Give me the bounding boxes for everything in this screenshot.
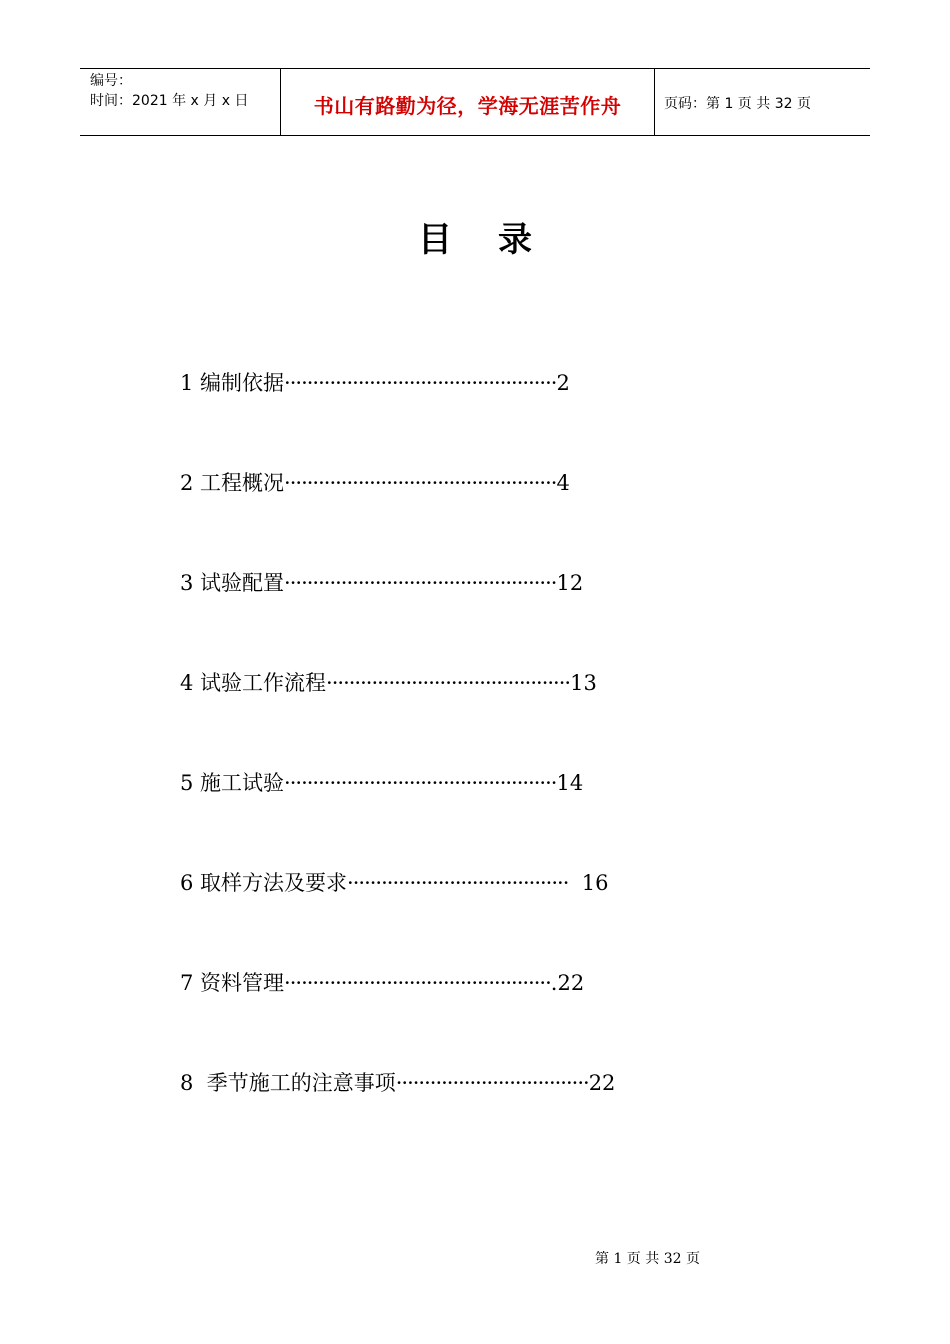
toc-entry-page: 22	[588, 1071, 616, 1095]
toc-leader-dots: ··································	[395, 1071, 589, 1095]
toc-leader-dots: ················································	[284, 371, 557, 395]
toc-entry-label: 1 编制依据	[180, 371, 285, 395]
toc-entry[interactable]	[180, 1068, 720, 1168]
toc-title: 目录	[418, 220, 578, 260]
toc-entry-page: 16	[568, 871, 609, 895]
toc-entry-label: 3 试验配置	[180, 571, 285, 595]
toc-entry-page: 4	[556, 471, 570, 495]
header-page-cell	[655, 69, 870, 135]
toc-entry-label: 8 季节施工的注意事项	[180, 1071, 396, 1095]
toc-entry[interactable]	[180, 568, 720, 668]
toc-entry-page: 14	[556, 771, 584, 795]
toc-leader-dots: ·······································	[347, 871, 569, 895]
document-header	[80, 68, 870, 136]
toc-entry-page: 12	[556, 571, 584, 595]
page-footer: 第 1 页 共 32 页	[595, 1251, 700, 1267]
toc-entry-label: 7 资料管理	[180, 971, 285, 995]
toc-entry-page: .22	[550, 971, 585, 995]
toc-leader-dots: ················································	[284, 471, 557, 495]
toc-entry[interactable]	[180, 868, 720, 968]
toc-entry[interactable]	[180, 368, 720, 468]
toc-leader-dots: ···········································	[326, 671, 571, 695]
header-page-info: 页码：第 1 页 共 32 页	[664, 96, 811, 112]
toc-leader-dots: ················································	[284, 771, 557, 795]
toc-entry-page: 2	[556, 371, 570, 395]
toc-entry[interactable]	[180, 968, 720, 1068]
toc-entry[interactable]	[180, 668, 720, 768]
document-time-label: 时间：2021 年 x 月 x 日	[90, 93, 249, 109]
header-motto-cell	[281, 69, 655, 135]
toc-entry-label: 2 工程概况	[180, 471, 285, 495]
toc-entry-page: 13	[570, 671, 597, 695]
header-meta	[80, 69, 281, 135]
table-of-contents	[180, 368, 720, 1168]
toc-leader-dots: ···············································	[284, 971, 551, 995]
document-number-label: 编号：	[90, 73, 132, 89]
toc-entry-label: 6 取样方法及要求	[180, 871, 348, 895]
toc-entry[interactable]	[180, 768, 720, 868]
toc-entry[interactable]	[180, 468, 720, 568]
toc-leader-dots: ················································	[284, 571, 557, 595]
header-motto: 书山有路勤为径，学海无涯苦作舟	[313, 93, 622, 118]
toc-entry-label: 4 试验工作流程	[180, 671, 327, 695]
toc-entry-label: 5 施工试验	[180, 771, 285, 795]
